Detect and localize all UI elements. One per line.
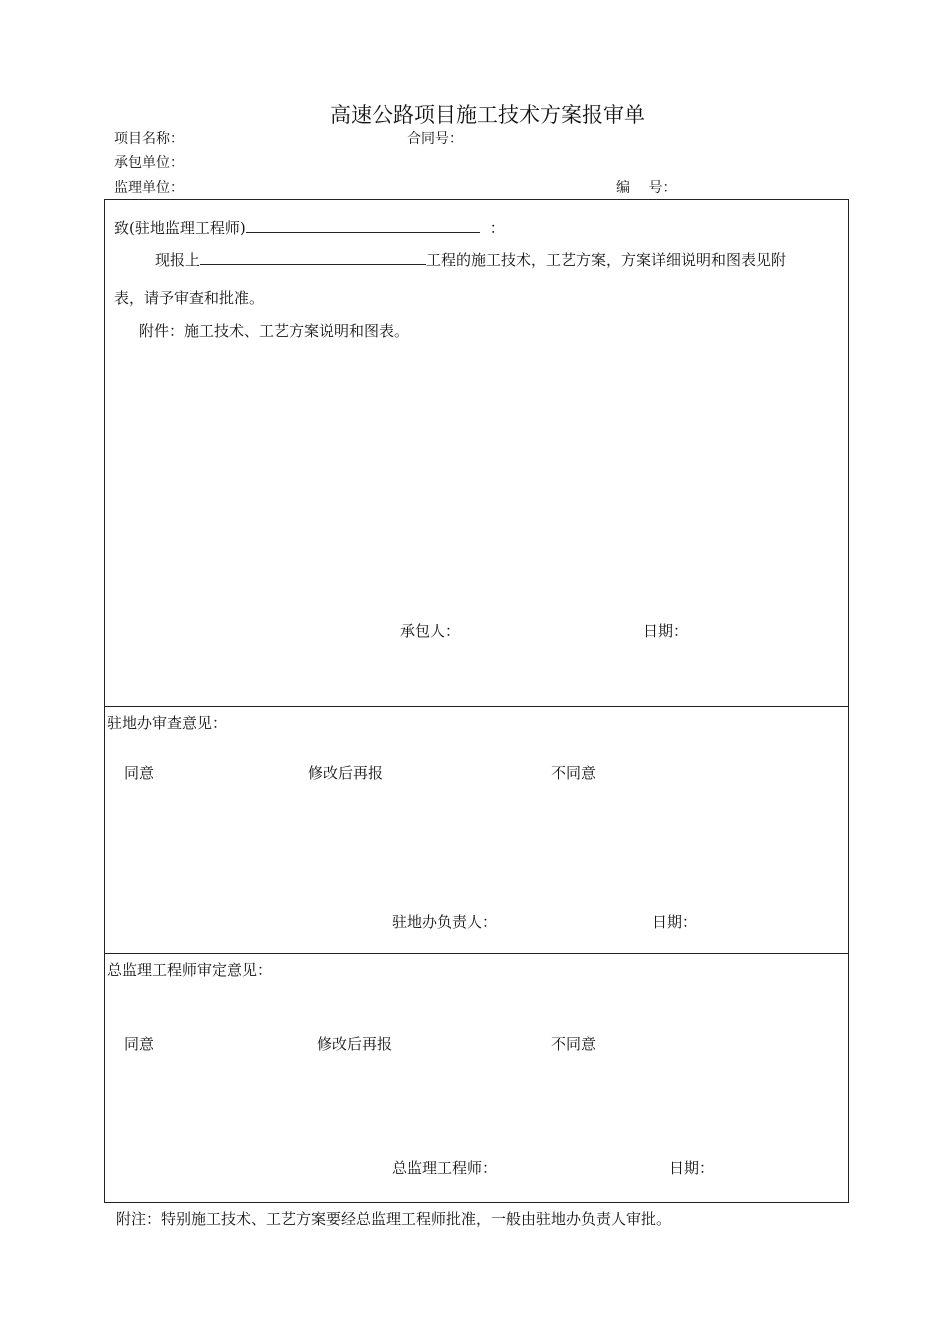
chief-disagree-option[interactable]: 不同意 (551, 1035, 597, 1053)
report-line (155, 249, 786, 270)
form-title: 高速公路项目施工技术方案报审单 (330, 103, 645, 127)
attachment-note: 附件：施工技术、工艺方案说明和图表。 (139, 322, 410, 340)
contract-no-label: 合同号： (407, 131, 463, 147)
chief-review-heading: 总监理工程师审定意见： (107, 961, 273, 979)
contractor-date: 日期： (643, 622, 689, 640)
resident-revise-option[interactable]: 修改后再报 (308, 764, 384, 782)
report-suffix: 工程的施工技术，工艺方案，方案详细说明和图表见附 (426, 251, 787, 269)
resident-disagree-option[interactable]: 不同意 (551, 764, 597, 782)
chief-signer: 总监理工程师： (392, 1159, 498, 1177)
report-continuation: 表，请予审查和批准。 (114, 289, 265, 307)
chief-revise-option[interactable]: 修改后再报 (317, 1035, 393, 1053)
to-engineer-prefix: 致(驻地监理工程师) (114, 219, 246, 237)
resident-signer: 驻地办负责人： (392, 913, 498, 931)
project-blank[interactable] (200, 250, 426, 265)
footnote: 附注：特别施工技术、工艺方案要经总监理工程师批准，一般由驻地办负责人审批。 (116, 1210, 672, 1228)
to-engineer-suffix: ： (489, 219, 505, 237)
resident-review-section (104, 706, 849, 954)
resident-date: 日期： (652, 913, 698, 931)
report-prefix: 现报上 (155, 251, 201, 269)
contractor-label: 承包单位： (114, 155, 184, 171)
contractor-signer: 承包人： (400, 622, 461, 640)
chief-date: 日期： (669, 1159, 715, 1177)
engineer-name-blank[interactable] (246, 218, 480, 233)
chief-review-section (104, 953, 849, 1203)
resident-review-heading: 驻地办审查意见： (107, 714, 228, 732)
number-label: 编 号： (616, 180, 677, 196)
to-engineer-line (114, 217, 505, 238)
supervisor-label: 监理单位： (114, 180, 184, 196)
application-section (104, 199, 849, 707)
chief-agree-option[interactable]: 同意 (124, 1035, 155, 1053)
project-name-label: 项目名称： (114, 131, 184, 147)
resident-agree-option[interactable]: 同意 (124, 764, 155, 782)
